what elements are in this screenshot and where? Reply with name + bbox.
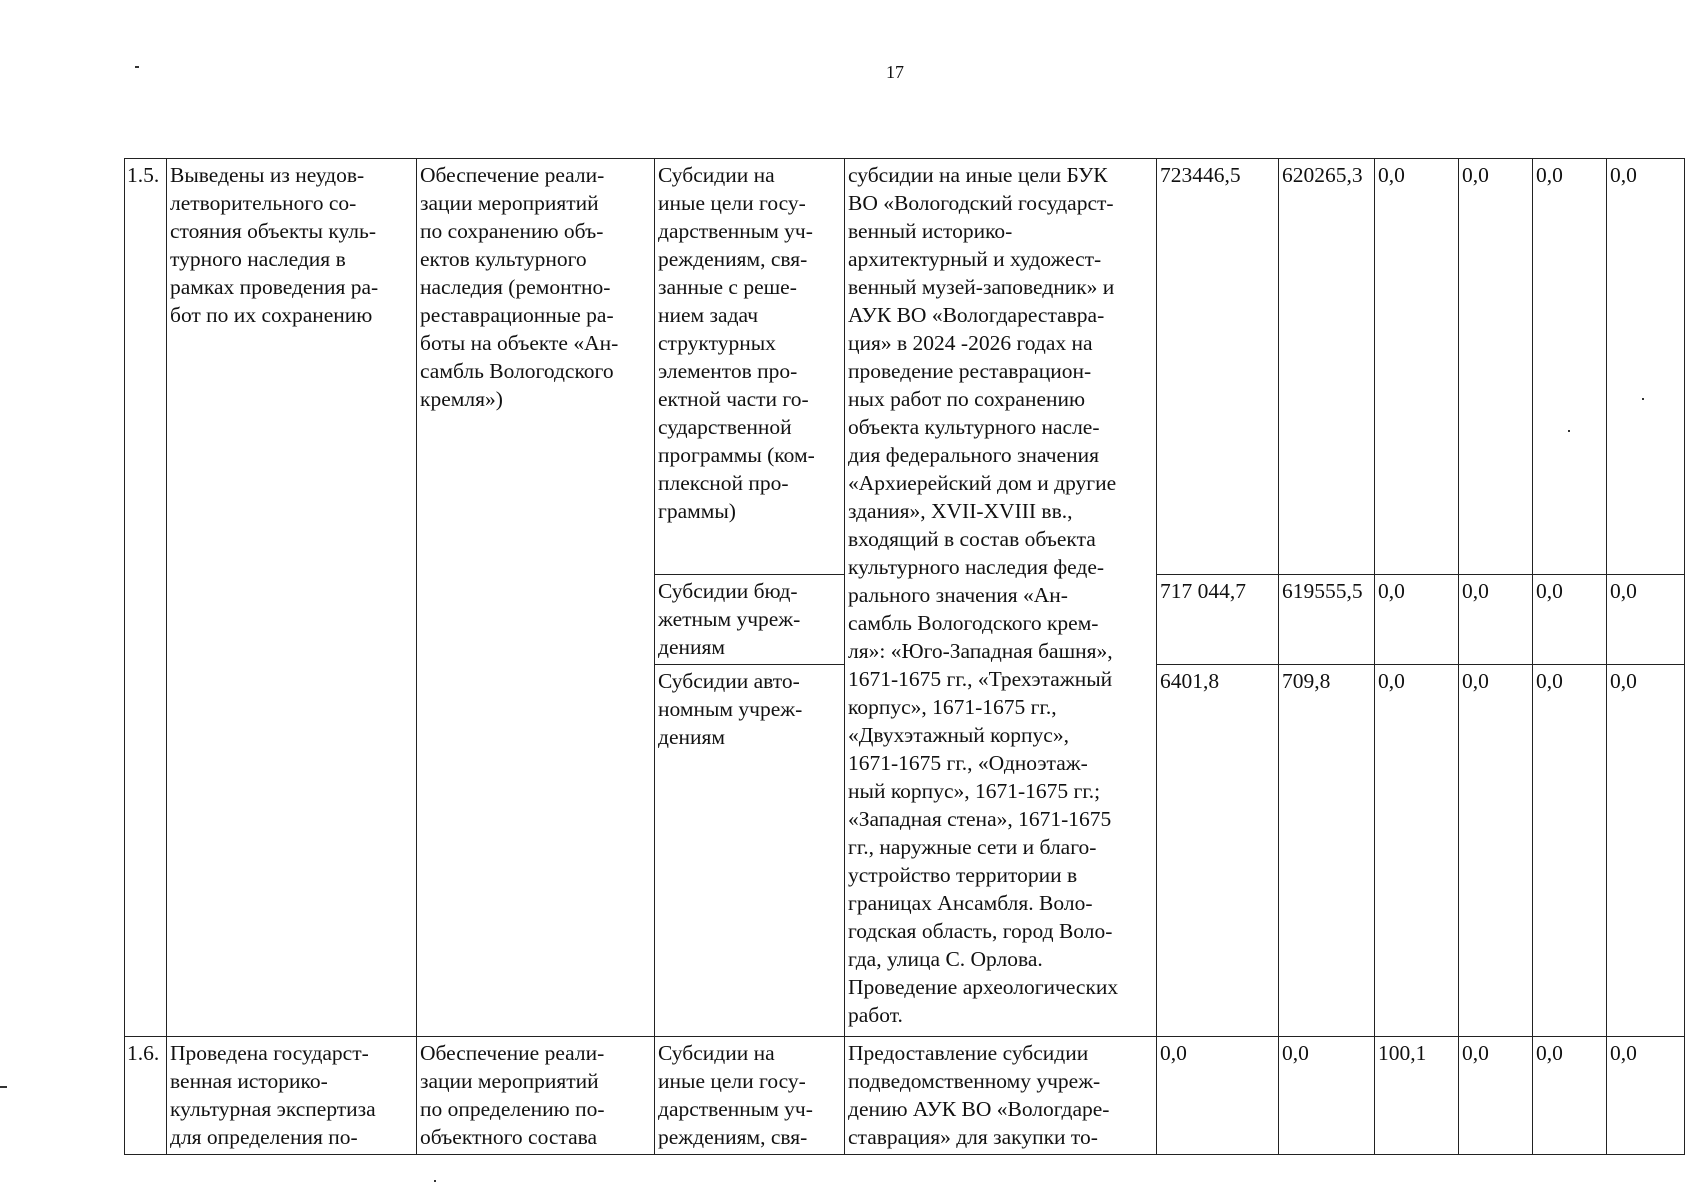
value-cell: 100,1 — [1375, 1037, 1459, 1155]
value-cell: 0,0 — [1607, 159, 1685, 575]
result-cell: Проведена государст- венная историко- культурная экспертиза для определения по- — [167, 1037, 417, 1155]
value-cell: 0,0 — [1459, 159, 1533, 575]
row-number: 1.5. — [125, 159, 167, 1037]
value-cell: 709,8 — [1279, 665, 1375, 1037]
funding-source-cell: Субсидии на иные цели госу- дарственным уч- реждениям, свя- — [655, 1037, 845, 1155]
scan-speck — [434, 1180, 436, 1182]
scan-speck — [0, 1086, 7, 1088]
result-cell: Выведены из неудов- летворительного со- стояния объекты куль- турного наследия в рамках проведения ра- бот по их сохранению — [167, 159, 417, 1037]
value-cell: 0,0 — [1459, 665, 1533, 1037]
page-number: 17 — [886, 62, 904, 82]
value-cell: 6401,8 — [1157, 665, 1279, 1037]
table-row — [125, 1037, 1685, 1155]
value-cell: 0,0 — [1459, 575, 1533, 665]
value-cell: 0,0 — [1607, 575, 1685, 665]
funding-source-cell: Субсидии бюд- жетным учреж- дениям — [655, 575, 845, 665]
description-cell: субсидии на иные цели БУК ВО «Вологодский государст- венный историко- архитектурный и художест- венный музей-заповедник» и АУК ВО «Вологдареставра- ция» в 2024 -2026 годах на проведение реставрацион- ных работ по сохранению объекта культурного насле- дия федерального значения «Архиерейский дом и другие здания», XVII-XVIII вв., входящий в состав объекта культурного наследия феде- рального значения «Ан- самбль Вологодского крем- ля»: «Юго-Западная башня», 1671-1675 гг., «Трехэтажный корпус», 1671-1675 гг., «Двухэтажный корпус», 1671-1675 гг., «Одноэтаж- ный корпус», 1671-1675 гг.; «Западная стена», 1671-1675 гг., наружные сети и благо- устройство территории в границах Ансамбля. Воло- годская область, город Воло- гда, улица С. Орлова. Проведение археологических работ. — [845, 159, 1157, 1037]
value-cell: 0,0 — [1279, 1037, 1375, 1155]
scan-speck — [135, 66, 139, 68]
value-cell: 0,0 — [1533, 159, 1607, 575]
value-cell: 0,0 — [1533, 1037, 1607, 1155]
value-cell: 0,0 — [1375, 159, 1459, 575]
table-row — [125, 159, 1685, 575]
description-cell: Предоставление субсидии подведомственному учреж- дению АУК ВО «Вологдаре- ставрация» для закупки то- — [845, 1037, 1157, 1155]
funding-source-cell: Субсидии на иные цели госу- дарственным уч- реждениям, свя- занные с реше- нием задач структурных элементов про- ектной части го- сударственной программы (ком- плексной про- граммы) — [655, 159, 845, 575]
event-cell: Обеспечение реали- зации мероприятий по сохранению объ- ектов культурного наследия (ремонтно- реставрационные ра- боты на объекте «Ан- самбль Вологодского кремля») — [417, 159, 655, 1037]
value-cell: 619555,5 — [1279, 575, 1375, 665]
value-cell: 0,0 — [1607, 665, 1685, 1037]
event-cell: Обеспечение реали- зации мероприятий по определению по- объектного состава — [417, 1037, 655, 1155]
row-number: 1.6. — [125, 1037, 167, 1155]
value-cell: 0,0 — [1533, 575, 1607, 665]
value-cell: 620265,3 — [1279, 159, 1375, 575]
funding-source-cell: Субсидии авто- номным учреж- дениям — [655, 665, 845, 1037]
value-cell: 0,0 — [1375, 665, 1459, 1037]
program-table — [124, 158, 1685, 1155]
value-cell: 723446,5 — [1157, 159, 1279, 575]
value-cell: 0,0 — [1533, 665, 1607, 1037]
value-cell: 0,0 — [1607, 1037, 1685, 1155]
value-cell: 0,0 — [1459, 1037, 1533, 1155]
value-cell: 0,0 — [1157, 1037, 1279, 1155]
value-cell: 0,0 — [1375, 575, 1459, 665]
value-cell: 717 044,7 — [1157, 575, 1279, 665]
